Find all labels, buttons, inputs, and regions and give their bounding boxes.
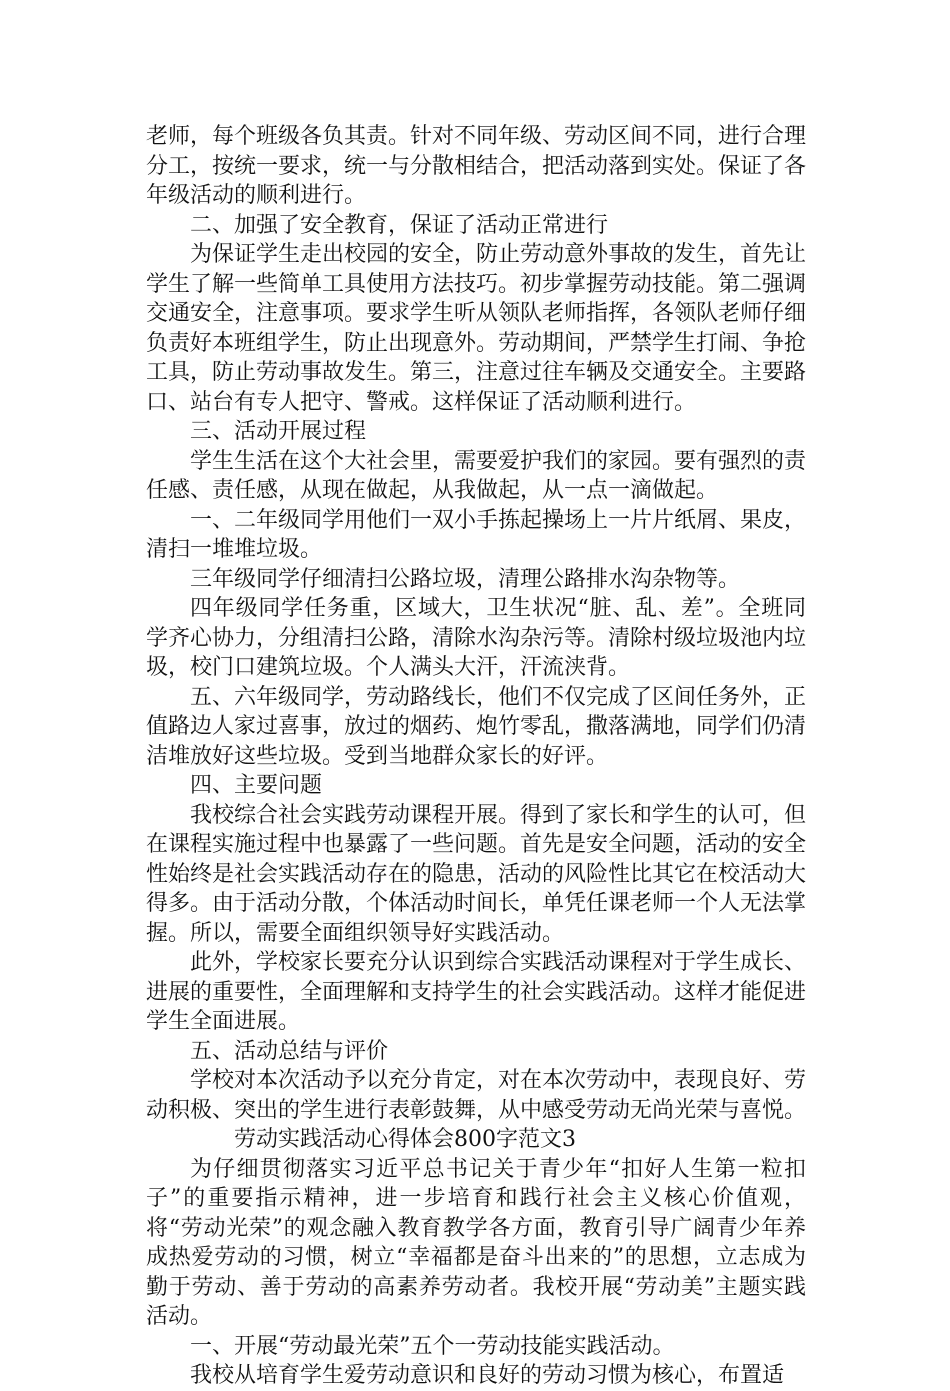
paragraph-grade-3: 三年级同学仔细清扫公路垃圾，清理公路排水沟杂物等。 xyxy=(190,566,741,592)
article-title: 劳动实践活动心得体会800字范文3 xyxy=(234,1127,576,1152)
paragraph-parents: 此外，学校家长要充分认识到综合实践活动课程对于学生成长、进展的重要性，全面理解和支持学生的社会实践活动。这样才能促进学生全面进展。 xyxy=(146,950,807,1034)
document-body xyxy=(146,122,806,1391)
paragraph-process-intro: 学生生活在这个大社会里，需要爱护我们的家园。要有强烈的责任感、责任感，从现在做起，从我做起，从一点一滴做起。 xyxy=(146,448,807,503)
paragraph-grade-1-2: 一、二年级同学用他们一双小手拣起操场上一片片纸屑、果皮，清扫一堆堆垃圾。 xyxy=(146,507,807,562)
section-heading-process: 三、活动开展过程 xyxy=(190,419,367,444)
paragraph-safety: 为保证学生走出校园的安全，防止劳动意外事故的发生，首先让学生了解一些简单工具使用方法技巧。初步掌握劳动技能。第二强调交通安全，注意事项。要求学生听从领队老师指挥，各领队老师仔细负责好本班组学生，防止出现意外。劳动期间，严禁学生打闹、争抢工具，防止劳动事故发生。第三，注意过往车辆及交通安全。主要路口、站台有专人把守、警戒。这样保证了活动顺利进行。 xyxy=(146,242,807,415)
paragraph-summary: 学校对本次活动予以充分肯定，对在本次劳动中，表现良好、劳动积极、突出的学生进行表彰鼓舞，从中感受劳动无尚光荣与喜悦。 xyxy=(146,1068,807,1123)
paragraph-article-intro: 为仔细贯彻落实习近平总书记关于青少年“扣好人生第一粒扣子”的重要指示精神，进一步培育和践行社会主义核心价值观，将“劳动光荣”的观念融入教育教学各方面，教育引导广阔青少年养成热爱劳动的习惯，树立“幸福都是奋斗出来的”的思想，立志成为勤于劳动、善于劳动的高素养劳动者。我校开展“劳动美”主题实践活动。 xyxy=(146,1156,806,1329)
section-heading-problems: 四、主要问题 xyxy=(190,773,323,798)
paragraph-continuation: 老师，每个班级各负其责。针对不同年级、劳动区间不同，进行合理分工，按统一要求，统一与分散相结合，把活动落到实处。保证了各年级活动的顺利进行。 xyxy=(146,124,807,208)
paragraph-activity-one: 我校从培育学生爱劳动意识和良好的劳动习惯为核心，布置适 xyxy=(190,1363,785,1388)
paragraph-grade-4: 四年级同学任务重，区域大，卫生状况“脏、乱、差”。全班同学齐心协力，分组清扫公路，清除水沟杂污等。清除村级垃圾池内垃圾，校门口建筑垃圾。个人满头大汗，汗流浃背。 xyxy=(146,596,807,680)
section-heading-safety: 二、加强了安全教育，保证了活动正常进行 xyxy=(190,212,609,238)
paragraph-problems: 我校综合社会实践劳动课程开展。得到了家长和学生的认可，但在课程实施过程中也暴露了一些问题。首先是安全问题，活动的安全性始终是社会实践活动存在的隐患，活动的风险性比其它在校活动大得多。由于活动分散，个体活动时间长，单凭任课老师一个人无法掌握。所以，需要全面组织领导好实践活动。 xyxy=(146,802,807,946)
paragraph-grade-5-6: 五、六年级同学，劳动路线长，他们不仅完成了区间任务外，正值路边人家过喜事，放过的烟药、炮竹零乱，撒落满地，同学们仍清洁堆放好这些垃圾。受到当地群众家长的好评。 xyxy=(146,684,807,769)
section-heading-summary: 五、活动总结与评价 xyxy=(190,1038,389,1064)
section-heading-activity-one: 一、开展“劳动最光荣”五个一劳动技能实践活动。 xyxy=(190,1333,675,1359)
